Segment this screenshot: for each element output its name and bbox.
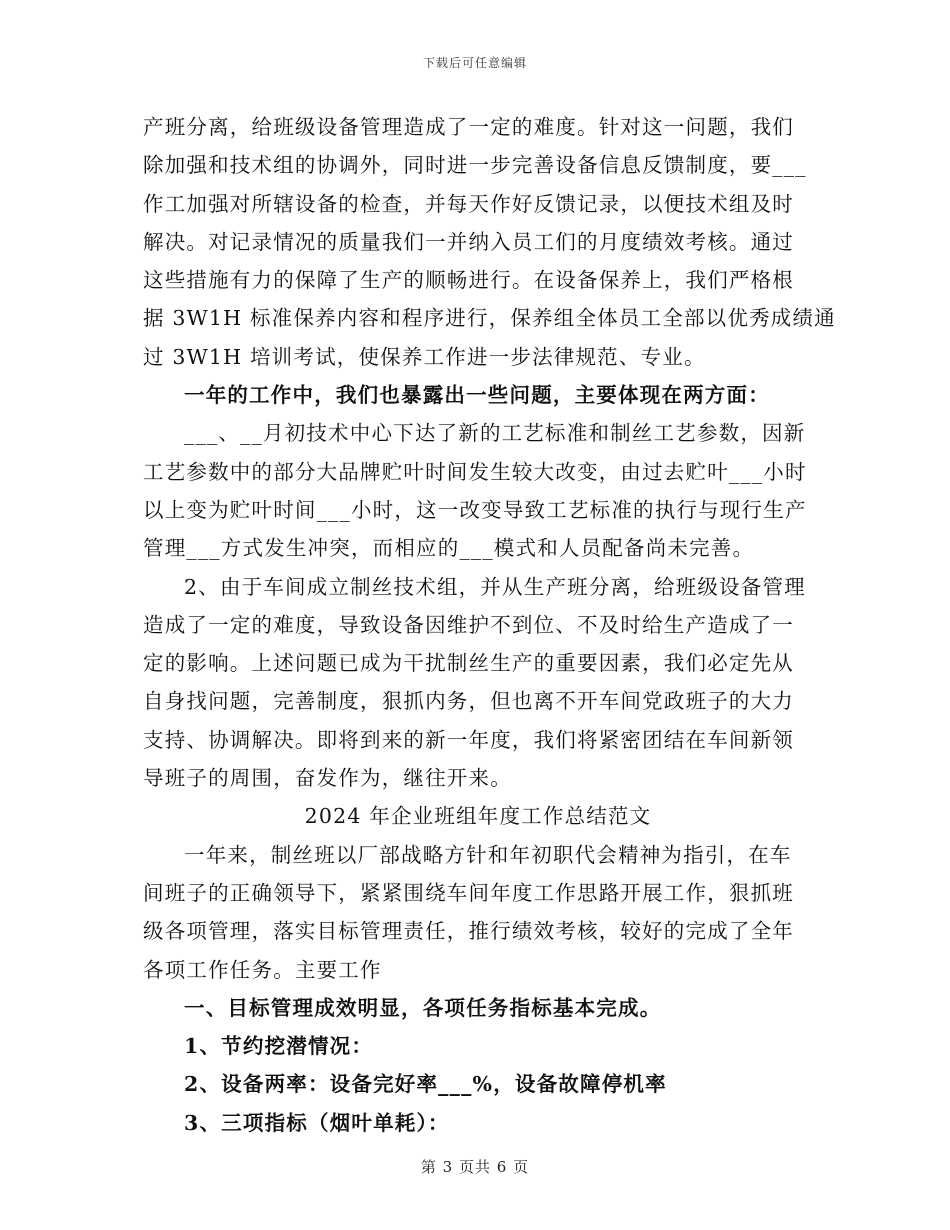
paragraph-line: 一年来，制丝班以厂部战略方针和年初职代会精神为指引，在车 (184, 842, 792, 867)
paragraph-line: 导班子的周围，奋发作为，继往开来。 (143, 766, 512, 791)
paragraph-line: 2、由于车间成立制丝技术组，并从生产班分离，给班级设备管理 (184, 574, 806, 599)
paragraph-line: ___、__月初技术中心下达了新的工艺标准和制丝工艺参数，因新 (184, 421, 806, 446)
paragraph-line: 除加强和技术组的协调外，同时进一步完善设备信息反馈制度，要___ (143, 153, 807, 178)
paragraph-line: 工艺参数中的部分大品牌贮叶时间发生较大改变，由过去贮叶___小时 (143, 459, 807, 484)
paragraph-line: 作工加强对所辖设备的检查，并每天作好反馈记录，以便技术组及时 (143, 191, 794, 216)
paragraph-line: 定的影响。上述问题已成为干扰制丝生产的重要因素，我们必定先从 (143, 651, 794, 676)
header-note: 下载后可任意编辑 (422, 56, 527, 70)
paragraph-line: 级各项管理，落实目标管理责任，推行绩效考核，较好的完成了全年 (143, 919, 794, 944)
paragraph-line: 以上变为贮叶时间___小时，这一改变导致工艺标准的执行与现行生产 (143, 497, 807, 522)
paragraph-line: 造成了一定的难度，导致设备因维护不到位、不及时给生产造成了一 (143, 612, 794, 637)
paragraph-line: 据 3W1H 标准保养内容和程序进行，保养组全体员工全部以优秀成绩通 (143, 306, 836, 331)
list-item-heading: 3、三项指标（烟叶单耗）： (184, 1110, 450, 1135)
paragraph-line: 这些措施有力的保障了生产的顺畅进行。在设备保养上，我们严格根 (143, 268, 794, 293)
paragraph-line: 管理___方式发生冲突，而相应的___模式和人员配备尚未完善。 (143, 536, 755, 561)
list-item-heading: 2、设备两率：设备完好率___%，设备故障停机率 (184, 1072, 667, 1097)
document-body (143, 108, 836, 1142)
paragraph-line: 产班分离，给班级设备管理造成了一定的难度。针对这一问题，我们 (143, 115, 794, 139)
paragraph-line: 支持、协调解决。即将到来的新一年度，我们将紧密团结在车间新领 (143, 727, 794, 752)
paragraph-line: 解决。对记录情况的质量我们一并纳入员工们的月度绩效考核。通过 (143, 229, 794, 254)
list-item-heading: 1、节约挖潜情况： (184, 1034, 374, 1059)
document-title: 2024 年企业班组年度工作总结范文 (304, 804, 652, 829)
paragraph-line: 间班子的正确领导下，紧紧围绕车间年度工作思路开展工作，狠抓班 (143, 880, 794, 905)
paragraph-line: 自身找问题，完善制度，狠抓内务，但也离不开车间党政班子的大力 (143, 689, 794, 714)
section-heading: 一年的工作中，我们也暴露出一些问题，主要体现在两方面： (184, 383, 770, 408)
section-heading: 一、目标管理成效明显，各项任务指标基本完成。 (184, 995, 662, 1020)
page-number: 第 3 页共 6 页 (420, 1158, 530, 1176)
paragraph-line: 各项工作任务。主要工作 (143, 957, 382, 982)
paragraph-line: 过 3W1H 培训考试，使保养工作进一步法律规范、专业。 (143, 344, 706, 369)
